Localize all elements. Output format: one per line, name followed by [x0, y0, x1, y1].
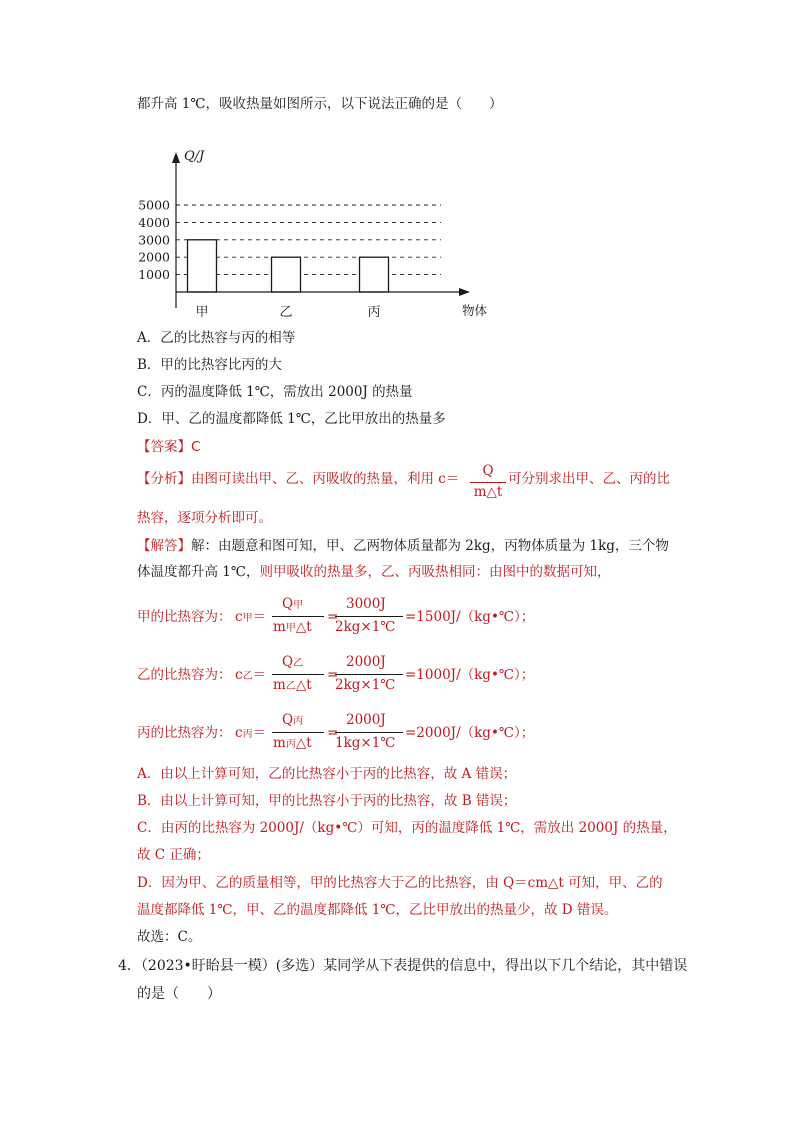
calc-c-symbol: c乙＝ — [235, 667, 267, 683]
calc-label: 甲的比热容为： — [137, 609, 232, 625]
calc-equals: = — [327, 609, 339, 625]
option-d: D．甲、乙的温度都降低 1℃，乙比甲放出的热量多 — [137, 411, 446, 427]
option-b: B．甲的比热容比丙的大 — [137, 357, 282, 373]
answer-line — [137, 441, 200, 455]
chart-bars — [188, 240, 389, 292]
calc-m-denominator: m乙△t — [273, 677, 312, 693]
category-label: 乙 — [279, 305, 293, 320]
bar-2 — [272, 257, 301, 292]
final-answer: 故选：C。 — [137, 929, 202, 945]
analysis-text-2: 热容，逐项分析即可。 — [137, 510, 272, 526]
calc-equals: = — [327, 667, 339, 683]
x-category-labels — [195, 305, 380, 320]
analysis-text-1: 由图可读出甲、乙、丙吸收的热量，利用 c＝ — [191, 471, 460, 487]
question-4-line-2: 的是（ ） — [137, 986, 221, 1002]
analysis-tag: 【分析】 — [137, 471, 191, 487]
analysis-line-1 — [137, 473, 459, 487]
calc-q-numerator: Q丙 — [282, 712, 304, 728]
analysis-fraction — [470, 465, 506, 505]
calc-numerator: 2000J — [346, 654, 386, 670]
solution-text-2b: 则甲吸收的热量多，乙、丙吸热相同：由图中的数据可知， — [259, 564, 611, 580]
y-tick-label: 4000 — [138, 214, 170, 230]
y-tick-labels — [138, 198, 170, 283]
fraction-bar — [335, 732, 403, 733]
calc-c-symbol: c甲＝ — [235, 609, 267, 625]
option-c: C．丙的温度降低 1℃，需放出 2000J 的热量 — [137, 384, 413, 400]
solution-text-1: 解：由题意和图可知，甲、乙两物体质量都为 2kg，丙物体质量为 1kg，三个物 — [191, 538, 669, 554]
calc-result: =1000J/（kg•℃）； — [405, 667, 535, 683]
fraction-bar — [272, 732, 324, 733]
answer-tag: 【答案】 — [137, 439, 191, 455]
calc-denominator: 2kg×1℃ — [335, 677, 396, 693]
solution-text-2a: 体温度都升高 1℃， — [137, 564, 260, 580]
question-4-line-1: 4．（2023•盱眙县一模）(多选）某同学从下表提供的信息中，得出以下几个结论，其中错误 — [118, 958, 688, 974]
calc-denominator: 1kg×1℃ — [335, 735, 396, 751]
calc-m-denominator: m丙△t — [273, 735, 312, 751]
conclusion-a: A．由以上计算可知，乙的比热容小于丙的比热容，故 A 错误； — [137, 766, 517, 782]
calc-c-symbol: c丙＝ — [235, 725, 267, 741]
category-label: 甲 — [195, 305, 209, 320]
y-tick-label: 1000 — [138, 267, 170, 283]
fraction-bar — [272, 674, 324, 675]
fraction-bar — [272, 616, 324, 617]
y-tick-label: 2000 — [138, 249, 170, 265]
bar-3 — [360, 257, 389, 292]
calc-q-numerator: Q甲 — [282, 596, 304, 612]
fraction-bar — [335, 674, 403, 675]
bar-1 — [188, 240, 217, 292]
calc-numerator: 2000J — [346, 712, 386, 728]
calc-result: =1500J/（kg•℃）； — [405, 609, 535, 625]
answer-value: C — [191, 439, 201, 455]
solution-line-1 — [137, 540, 669, 554]
calc-row-jia — [0, 596, 793, 646]
calc-denominator: 2kg×1℃ — [335, 619, 396, 635]
conclusion-d-cont: 温度都降低 1℃，甲、乙的温度都降低 1℃，乙比甲放出的热量少，故 D 错误。 — [137, 902, 618, 918]
bar-chart — [130, 140, 500, 325]
calc-label: 丙的比热容为： — [137, 725, 232, 741]
question-intro: 都升高 1℃，吸收热量如图所示，以下说法正确的是（ ） — [137, 96, 503, 112]
conclusion-d: D．因为甲、乙的质量相等，甲的比热容大于乙的比热容，由 Q＝cm△t 可知，甲、乙的 — [137, 875, 663, 891]
x-axis-arrow-icon — [459, 288, 470, 296]
category-label: 丙 — [367, 305, 381, 320]
calc-row-bing — [0, 712, 793, 762]
analysis-text-1b: 可分别求出甲、乙、丙的比 — [508, 471, 670, 487]
calc-equals: = — [327, 725, 339, 741]
calc-row-yi — [0, 654, 793, 704]
solution-line-2 — [137, 566, 610, 580]
y-tick-label: 5000 — [138, 197, 170, 213]
calc-label: 乙的比热容为： — [137, 667, 232, 683]
conclusion-c-cont: 故 C 正确； — [137, 847, 210, 863]
fraction-denominator: m△t — [473, 484, 503, 500]
calc-m-denominator: m甲△t — [273, 619, 312, 635]
calc-numerator: 3000J — [346, 596, 386, 612]
conclusion-c: C．由丙的比热容为 2000J/（kg•℃）可知，丙的温度降低 1℃，需放出 2000J 的热量， — [137, 820, 677, 836]
y-axis-arrow-icon — [172, 152, 180, 163]
option-a: A．乙的比热容与丙的相等 — [137, 330, 296, 346]
conclusion-b: B．由以上计算可知，甲的比热容小于丙的比热容，故 B 错误； — [137, 793, 517, 809]
fraction-bar — [335, 616, 403, 617]
y-axis-label: Q/J — [184, 149, 205, 164]
calc-result: =2000J/（kg•℃）； — [405, 725, 535, 741]
calc-q-numerator: Q乙 — [282, 654, 304, 670]
fraction-numerator: Q — [482, 463, 494, 479]
y-tick-label: 3000 — [138, 232, 170, 248]
solution-tag: 【解答】 — [137, 538, 191, 554]
x-axis-label: 物体 — [462, 303, 488, 318]
